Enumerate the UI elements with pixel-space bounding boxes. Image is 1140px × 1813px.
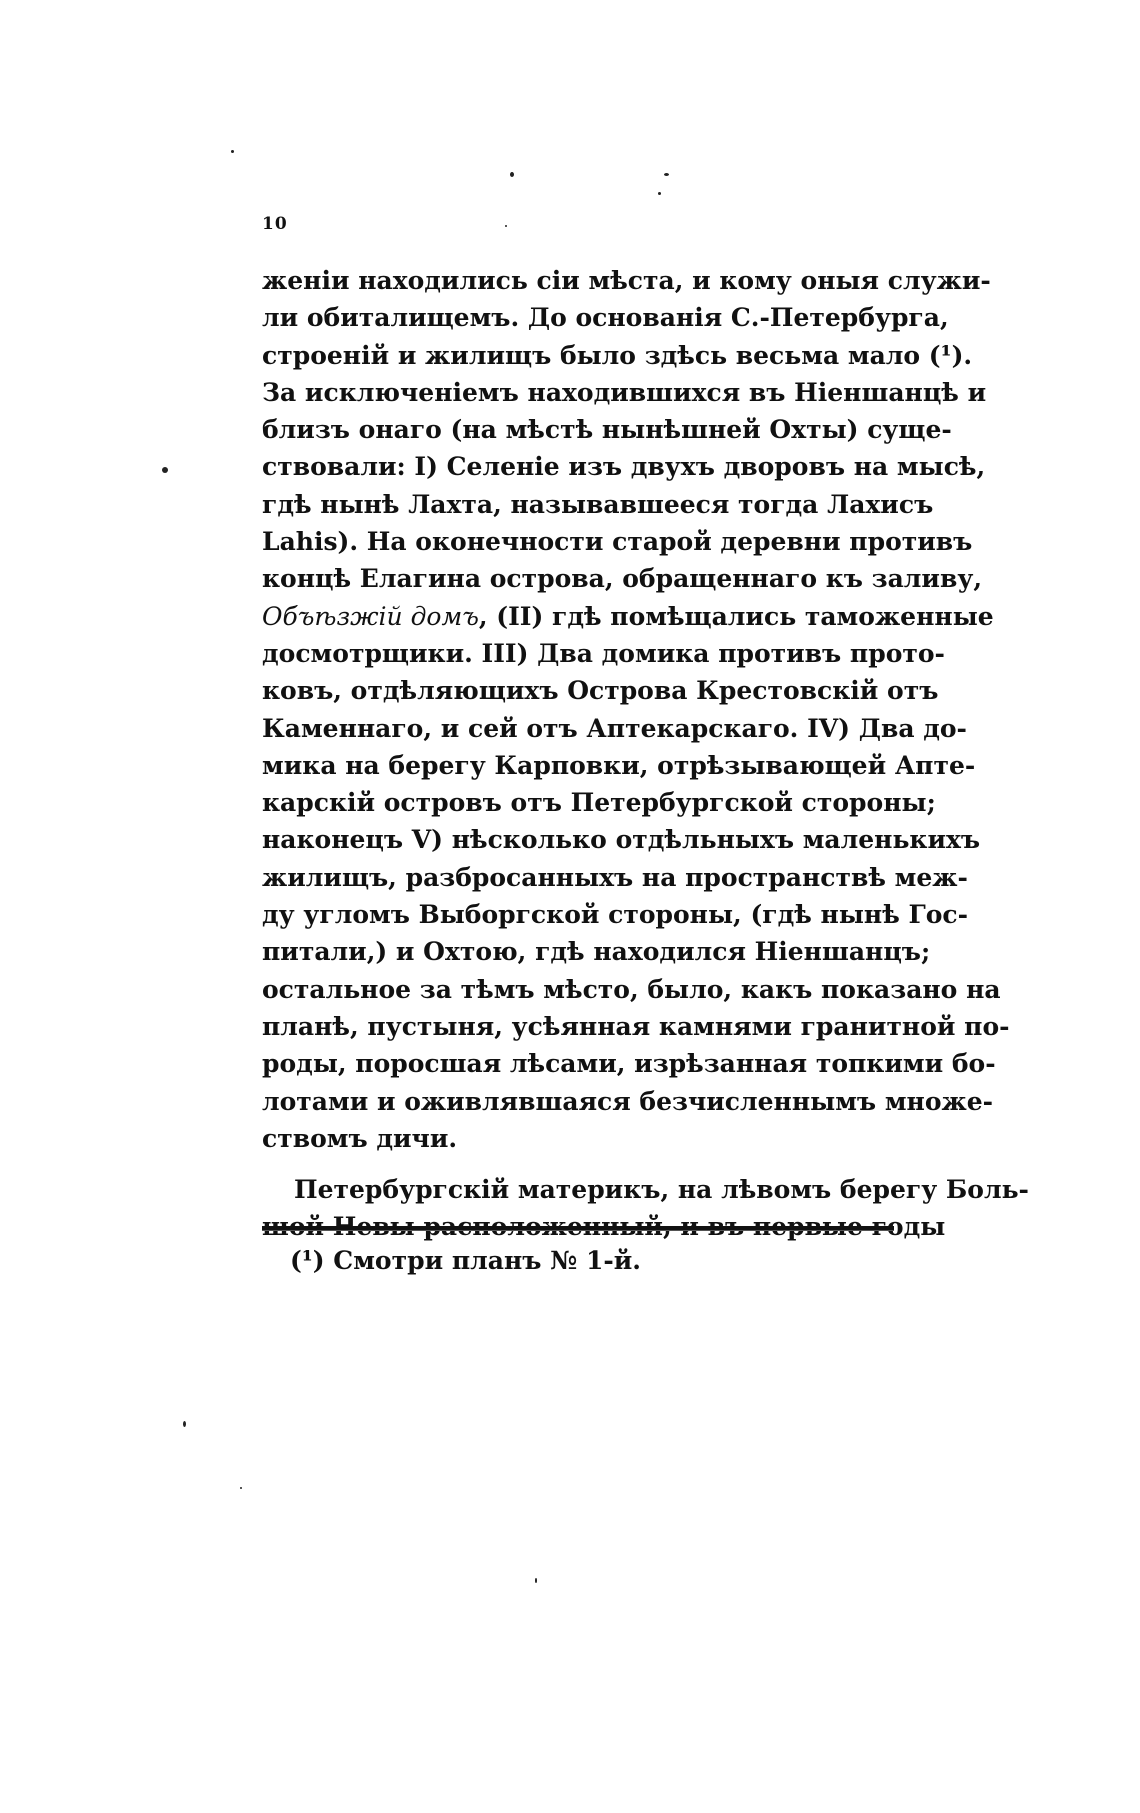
text-line: Петербургскій материкъ, на лѣвомъ берегу Боль-: [294, 1175, 1029, 1205]
text-line: За исключеніемъ находившихся въ Ніеншанцѣ и: [262, 377, 987, 407]
paragraph-2: [262, 1171, 1029, 1246]
text-line: питали,) и Охтою, гдѣ находился Ніеншанцъ;: [262, 937, 931, 967]
scan-speck: [231, 150, 234, 153]
text-line: лотами и оживлявшаяся безчисленнымъ множе-: [262, 1086, 994, 1116]
paragraph-1: [262, 262, 1010, 1157]
scan-speck: [162, 467, 168, 473]
text-line: Lahis). На оконечности старой деревни противъ: [262, 527, 973, 557]
footnote: (¹) Смотри планъ № 1-й.: [290, 1246, 642, 1275]
text-line-with-italic: [262, 598, 994, 635]
text-line: ствомъ дичи.: [262, 1123, 458, 1153]
scan-speck: [505, 225, 507, 227]
text-line: ду угломъ Выборгской стороны, (гдѣ нынѣ Гос-: [262, 900, 969, 930]
text-line: карскій островъ отъ Петербургской стороны;: [262, 788, 936, 818]
italic-phrase: Объѣзжій домъ: [262, 601, 479, 631]
text-line: гдѣ нынѣ Лахта, называвшееся тогда Лахисъ: [262, 489, 934, 519]
text-line: строеній и жилищъ было здѣсь весьма мало (¹).: [262, 340, 973, 370]
paragraph-gap: [262, 1157, 894, 1171]
text-line: мика на берегу Карповки, отрѣзывающей Апте-: [262, 750, 976, 780]
text-line: женіи находились сіи мѣста, и кому оныя служи-: [262, 266, 991, 295]
text-line: Каменнаго, и сей отъ Аптекарскаго. IV) Два до-: [262, 713, 967, 743]
text-line: наконецъ V) нѣсколько отдѣльныхъ маленькихъ: [262, 825, 981, 855]
text-line: близъ онаго (на мѣстѣ нынѣшней Охты) суще-: [262, 415, 952, 445]
footnote-divider: [262, 1226, 894, 1231]
scan-speck: [510, 172, 514, 177]
text-line: остальное за тѣмъ мѣсто, было, какъ показано на: [262, 974, 1001, 1004]
text-line: планѣ, пустыня, усѣянная камнями гранитной по-: [262, 1011, 1010, 1041]
scan-speck: [658, 192, 661, 195]
scan-speck: [535, 1578, 537, 1583]
text-line: роды, поросшая лѣсами, изрѣзанная топкими бо-: [262, 1049, 996, 1079]
text-line-rest: , (II) гдѣ помѣщались таможенные: [478, 601, 994, 631]
text-line: жилищъ, разбросанныхъ на пространствѣ меж-: [262, 862, 968, 892]
text-line: концѣ Елагина острова, обращеннаго къ заливу,: [262, 564, 983, 594]
body-text: [262, 262, 1029, 1246]
text-line: ли обиталищемъ. До основанія С.-Петербурга,: [262, 303, 949, 333]
scan-speck: [664, 173, 669, 176]
text-line: ковъ, отдѣляющихъ Острова Крестовскій отъ: [262, 676, 939, 706]
scan-speck: [183, 1421, 186, 1427]
text-line: досмотрщики. III) Два домика противъ прото-: [262, 638, 945, 668]
text-line: шой Невы расположенный, и въ первые годы: [262, 1212, 946, 1242]
page-number: 10: [262, 214, 288, 234]
text-line: ствовали: I) Селеніе изъ двухъ дворовъ на мысѣ,: [262, 452, 986, 482]
scan-speck: [240, 1487, 242, 1489]
